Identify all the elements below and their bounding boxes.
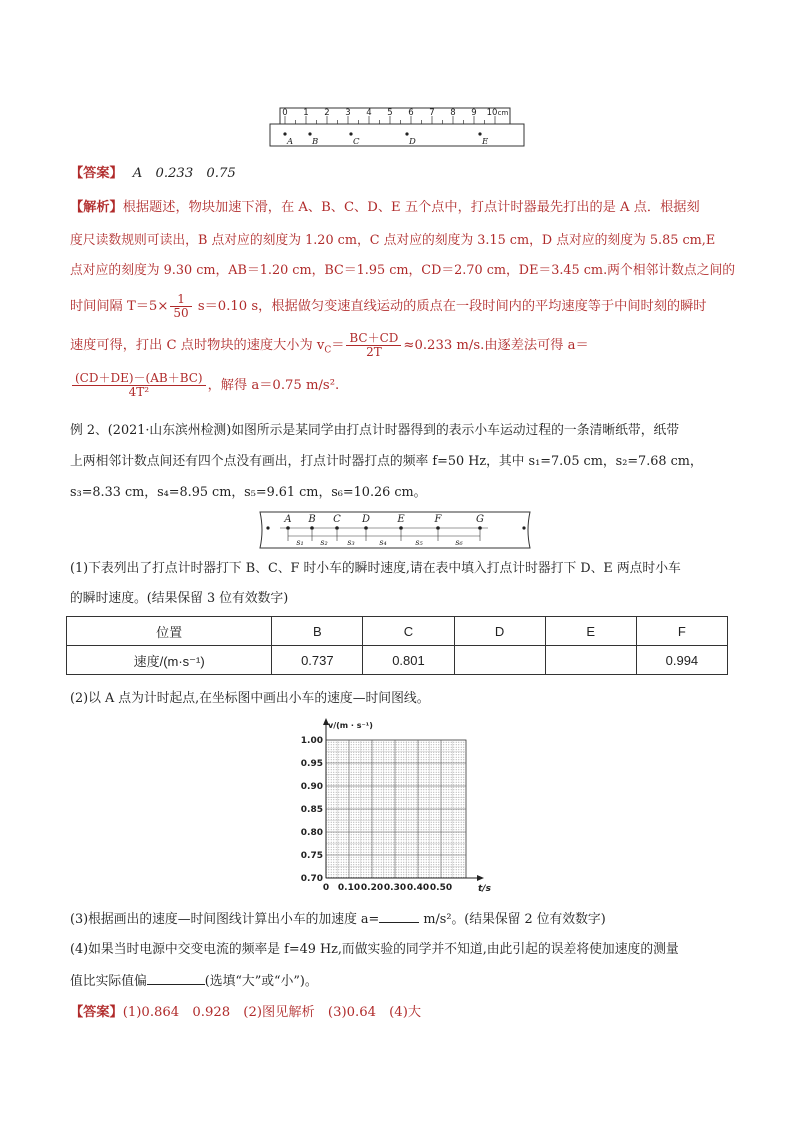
ruler-figure — [268, 104, 526, 150]
analysis-4a: 时间间隔 T＝5× — [70, 299, 169, 314]
table-header-cell: 位置 — [67, 617, 272, 646]
ruler-tick-2: 2 — [324, 108, 330, 118]
ruler-point-a: A — [287, 137, 294, 147]
ex2-answer — [70, 1004, 421, 1022]
ruler-point-c: C — [353, 137, 360, 147]
answer-text: A 0.233 0.75 — [132, 166, 236, 181]
ruler-point-e: E — [482, 137, 489, 147]
analysis-text-1: 根据题述，物块加速下滑，在 A、B、C、D、E 五个点中，打点计时器最先打出的是 A 点．根据刻 — [122, 200, 700, 215]
graph-xtick: 0.10 — [337, 883, 361, 893]
answer-tag: 【答案】 — [70, 166, 123, 181]
analysis-tag: 【解析】 — [70, 200, 123, 215]
frac-den: 50 — [173, 306, 189, 320]
table-cell-c: 0.801 — [363, 646, 454, 675]
fraction-diff — [72, 372, 206, 399]
q3-line — [70, 909, 606, 929]
graph-xlabel: t/s — [478, 884, 491, 894]
table-row-label: 速度/(m·s⁻¹) — [67, 646, 272, 675]
table-cell-e[interactable] — [545, 646, 636, 675]
table-cell-b: 0.737 — [272, 646, 363, 675]
tape-point-c: C — [333, 514, 341, 525]
ruler-tick-7: 7 — [429, 108, 435, 118]
ruler-tick-6: 6 — [408, 108, 414, 118]
graph-xtick: 0.20 — [360, 883, 384, 893]
frac-den: 2T — [366, 345, 382, 359]
ruler-tick-4: 4 — [366, 108, 372, 118]
analysis-5b: ＝ — [331, 338, 345, 353]
velocity-table — [66, 616, 728, 675]
ex1-answer — [70, 165, 236, 183]
frac-den: 4T² — [128, 385, 150, 399]
tape-seg-s5: s₅ — [415, 538, 423, 547]
graph-ytick: 0.70 — [300, 874, 323, 884]
table-header-cell: C — [363, 617, 454, 646]
graph-ytick: 0.75 — [300, 851, 323, 861]
ex1-analysis-line-3: 点对应的刻度为 9.30 cm，AB＝1.20 cm，BC＝1.95 cm，CD＝2.70 cm，DE＝3.45 cm.两个相邻计数点之间的 — [70, 263, 736, 278]
graph-ylabel: v/(m · s⁻¹) — [328, 721, 373, 730]
q4-text-a: 值比实际值偏 — [70, 974, 147, 989]
fraction-1-50 — [170, 293, 191, 320]
graph-ytick: 0.85 — [300, 805, 323, 815]
frac-num: 1 — [170, 293, 191, 307]
frac-num: (CD＋DE)－(AB＋BC) — [72, 372, 206, 386]
ruler-tick-1: 1 — [303, 108, 309, 118]
tape-seg-s1: s₁ — [296, 538, 304, 547]
tape-seg-s6: s₆ — [455, 538, 463, 547]
table-header-row — [67, 617, 728, 646]
frac-num: BC＋CD — [346, 332, 401, 346]
tape-point-f: F — [434, 514, 442, 525]
q4-answer-blank[interactable] — [147, 971, 205, 985]
table-cell-d[interactable] — [454, 646, 545, 675]
ruler-point-b: B — [312, 137, 319, 147]
q4-text-b: (选填“大”或“小”)。 — [204, 974, 318, 989]
q1-line-2: 的瞬时速度。(结果保留 3 位有效数字) — [70, 591, 289, 606]
q3-text-a: (3)根据画出的速度—时间图线计算出小车的加速度 a= — [70, 912, 380, 927]
tape-seg-s3: s₃ — [347, 538, 355, 547]
graph-xtick: 0 — [322, 883, 330, 893]
table-header-cell: D — [454, 617, 545, 646]
analysis-5c: ≈0.233 m/s.由逐差法可得 a＝ — [403, 338, 589, 353]
q4-line-1: (4)如果当时电源中交变电流的频率是 f=49 Hz,而做实验的同学并不知道,由此引起的误差将使加速度的测量 — [70, 942, 679, 957]
ruler-tick-5: 5 — [387, 108, 393, 118]
q1-line-1: (1)下表列出了打点计时器打下 B、C、F 时小车的瞬时速度,请在表中填入打点计时器打下 D、E 两点时小车 — [70, 561, 681, 576]
ex1-analysis-line-2: 度尺读数规则可读出，B 点对应的刻度为 1.20 cm，C 点对应的刻度为 3.15 cm，D 点对应的刻度为 5.85 cm,E — [70, 233, 716, 248]
graph-ytick: 1.00 — [300, 736, 323, 746]
table-row — [67, 646, 728, 675]
ruler-tick-3: 3 — [345, 108, 351, 118]
graph-ytick: 0.80 — [300, 828, 323, 838]
graph-xtick: 0.50 — [429, 883, 453, 893]
q2-line: (2)以 A 点为计时起点,在坐标图中画出小车的速度—时间图线。 — [70, 691, 430, 706]
fraction-bc-cd — [346, 332, 401, 359]
ex1-analysis-line-1 — [70, 199, 700, 217]
tape-seg-s2: s₂ — [320, 538, 328, 547]
graph-xtick: 0.30 — [383, 883, 407, 893]
tape-point-a: A — [284, 514, 292, 525]
ruler-point-d: D — [409, 137, 416, 147]
tape-point-g: G — [476, 514, 484, 525]
q4-line-2 — [70, 971, 318, 991]
ruler-tick-0: 0 — [282, 108, 288, 118]
table-header-cell: E — [545, 617, 636, 646]
table-header-cell: F — [636, 617, 727, 646]
answer-tag: 【答案】 — [70, 1005, 123, 1020]
graph-ytick: 0.95 — [300, 759, 323, 769]
ex1-analysis-line-6 — [70, 368, 339, 404]
ruler-tick-9: 9 — [471, 108, 477, 118]
analysis-5a: 速度可得，打出 C 点时物块的速度大小为 v — [70, 338, 325, 353]
table-cell-f: 0.994 — [636, 646, 727, 675]
tape-point-d: D — [361, 514, 371, 525]
ruler-tick-8: 8 — [450, 108, 456, 118]
tape-figure — [258, 508, 534, 552]
ruler-unit: cm — [497, 109, 509, 117]
ex2-line-3: s₃=8.33 cm，s₄=8.95 cm，s₅=9.61 cm，s₆=10.26 cm。 — [70, 485, 427, 500]
ruler-tick-10: 10 — [486, 108, 498, 118]
ex1-analysis-line-5 — [70, 328, 589, 369]
tape-point-b: B — [308, 514, 316, 525]
answer-text: (1)0.864 0.928 (2)图见解析 (3)0.64 (4)大 — [122, 1005, 422, 1020]
analysis-6b: ，解得 a＝0.75 m/s². — [207, 378, 340, 393]
q3-answer-blank[interactable] — [379, 909, 419, 923]
graph-ytick: 0.90 — [300, 782, 323, 792]
tape-seg-s4: s₄ — [379, 538, 387, 547]
ex2-line-2: 上两相邻计数点间还有四个点没有画出，打点计时器打点的频率 f=50 Hz，其中 s₁=7.05 cm，s₂=7.68 cm， — [70, 454, 703, 469]
table-header-cell: B — [272, 617, 363, 646]
ex1-analysis-line-4 — [70, 290, 707, 324]
graph-xtick: 0.40 — [406, 883, 430, 893]
vc-sub: C — [324, 345, 332, 356]
tape-point-e: E — [397, 514, 405, 525]
analysis-4b: s＝0.10 s，根据做匀变速直线运动的质点在一段时间内的平均速度等于中间时刻的瞬时 — [193, 299, 707, 314]
ex2-line-1: 例 2、(2021·山东滨州检测)如图所示是某同学由打点计时器得到的表示小车运动过程的一条清晰纸带，纸带 — [70, 423, 680, 438]
q3-text-b: m/s²。(结果保留 2 位有效数字) — [419, 912, 606, 927]
vt-graph — [290, 716, 500, 894]
